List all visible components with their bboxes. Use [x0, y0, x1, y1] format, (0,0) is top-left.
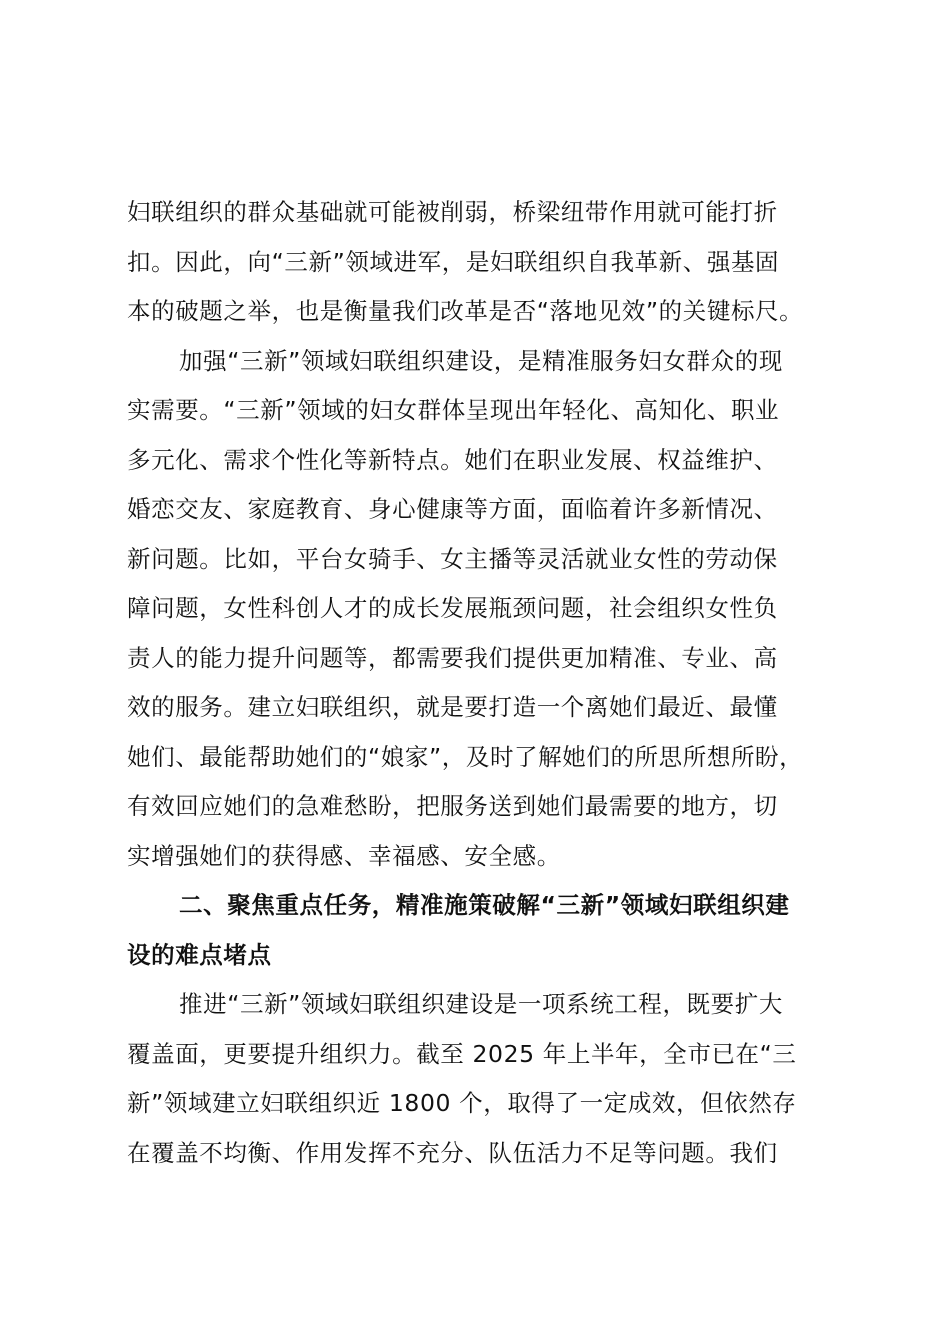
text-line: 新”领域建立妇联组织近 1800 个，取得了一定成效，但依然存 [127, 1089, 797, 1117]
section-heading-line: 二、聚焦重点任务，精准施策破解“三新”领域妇联组织建 [179, 891, 790, 919]
text-line: 实需要。“三新”领域的妇女群体呈现出年轻化、高知化、职业 [127, 396, 780, 424]
text-line: 在覆盖不均衡、作用发挥不充分、队伍活力不足等问题。我们 [127, 1138, 778, 1167]
text-line: 新问题。比如，平台女骑手、女主播等灵活就业女性的劳动保 [127, 544, 778, 573]
text-line: 多元化、需求个性化等新特点。她们在职业发展、权益维护、 [127, 445, 778, 474]
text-line: 扣。因此，向“三新”领域进军，是妇联组织自我革新、强基固 [127, 247, 780, 276]
text-line: 她们、最能帮助她们的“娘家”，及时了解她们的所思所想所盼， [127, 742, 804, 771]
paragraph-start-line: 加强“三新”领域妇联组织建设，是精准服务妇女群众的现 [179, 346, 783, 375]
document-body [127, 188, 827, 1178]
section-heading-line: 设的难点堵点 [127, 940, 272, 969]
paragraph-start-line: 推进“三新”领域妇联组织建设是一项系统工程，既要扩大 [179, 990, 783, 1018]
text-line: 本的破题之举，也是衡量我们改革是否“落地见效”的关键标尺。 [127, 297, 804, 325]
text-line: 妇联组织的群众基础就可能被削弱，桥梁纽带作用就可能打折 [127, 198, 778, 226]
text-line: 障问题，女性科创人才的成长发展瓶颈问题，社会组织女性负 [127, 594, 778, 622]
text-line: 责人的能力提升问题等，都需要我们提供更加精准、专业、高 [127, 643, 778, 672]
text-line: 有效回应她们的急难愁盼，把服务送到她们最需要的地方，切 [127, 792, 778, 820]
text-line: 婚恋交友、家庭教育、身心健康等方面，面临着许多新情况、 [127, 495, 778, 523]
text-line: 实增强她们的获得感、幸福感、安全感。 [127, 841, 561, 870]
text-line: 效的服务。建立妇联组织，就是要打造一个离她们最近、最懂 [127, 693, 778, 721]
text-line: 覆盖面，更要提升组织力。截至 2025 年上半年，全市已在“三 [127, 1039, 797, 1068]
